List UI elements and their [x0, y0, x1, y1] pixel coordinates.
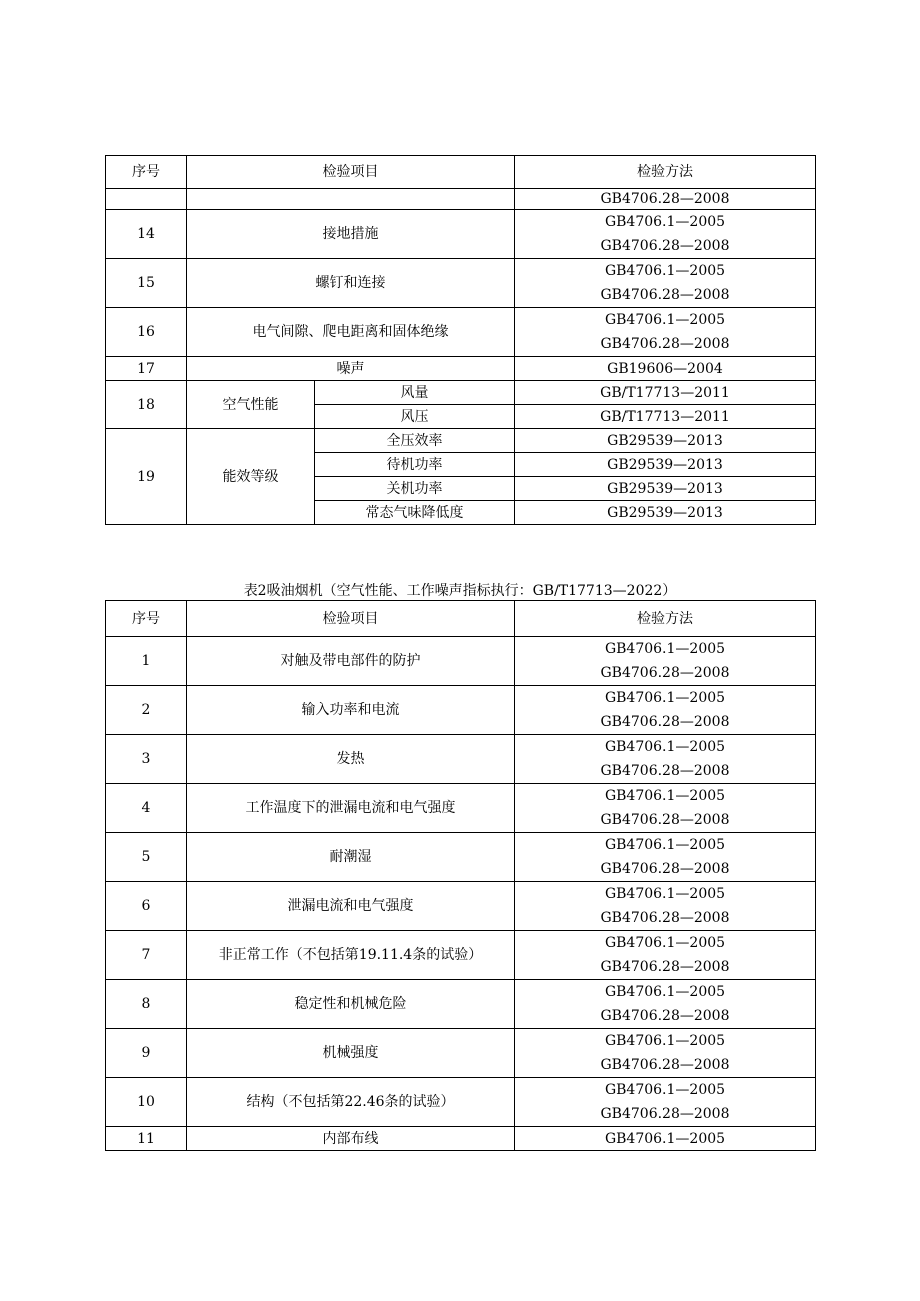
method-line: GB4706.28—2008: [600, 1106, 730, 1122]
cell-item: 泄漏电流和电气强度: [187, 882, 515, 931]
cell-item: 输入功率和电流: [187, 686, 515, 735]
table-row: [106, 1127, 816, 1151]
table-row: [106, 686, 816, 735]
cell-method: [515, 1078, 816, 1127]
cell-subitem: 风量: [315, 381, 515, 405]
cell-method: [515, 210, 816, 259]
method-line: GB4706.1—2005: [604, 788, 726, 804]
cell-method: [515, 833, 816, 882]
table-row: [106, 381, 816, 405]
cell-no: 14: [106, 210, 187, 259]
cell-item: 空气性能: [187, 381, 315, 429]
table-2-caption: 表2吸油烟机（空气性能、工作噪声指标执行：GB/T17713—2022）: [243, 583, 677, 599]
cell-item: 电气间隙、爬电距离和固体绝缘: [187, 308, 515, 357]
method-line: GB4706.28—2008: [600, 910, 730, 926]
cell-item: 对触及带电部件的防护: [187, 637, 515, 686]
cell-no: 18: [106, 381, 187, 429]
cell-method: [515, 784, 816, 833]
cell-item: 稳定性和机械危险: [187, 980, 515, 1029]
method-line: GB4706.1—2005: [604, 641, 726, 657]
cell-no: 6: [106, 882, 187, 931]
cell-item: 螺钉和连接: [187, 259, 515, 308]
table-row: [106, 357, 816, 381]
cell-method: GB29539—2013: [515, 429, 816, 453]
table-row: [106, 735, 816, 784]
cell-method: GB4706.1—2005: [515, 1127, 816, 1151]
cell-method: GB4706.28—2008: [515, 189, 816, 210]
inspection-table-2: [105, 600, 816, 1151]
cell-no: 2: [106, 686, 187, 735]
cell-subitem: 风压: [315, 405, 515, 429]
cell-item: 结构（不包括第22.46条的试验）: [187, 1078, 515, 1127]
cell-method: GB29539—2013: [515, 501, 816, 525]
table-row: [106, 784, 816, 833]
method-line: GB4706.28—2008: [600, 1057, 730, 1073]
table-row: [106, 1029, 816, 1078]
cell-method: [515, 1029, 816, 1078]
cell-method: GB19606—2004: [515, 357, 816, 381]
cell-no: [106, 189, 187, 210]
table-row: [106, 637, 816, 686]
cell-no: 8: [106, 980, 187, 1029]
cell-item: 接地措施: [187, 210, 515, 259]
table-row: [106, 210, 816, 259]
method-line: GB4706.28—2008: [600, 763, 730, 779]
table-row: [106, 931, 816, 980]
cell-method: GB/T17713—2011: [515, 381, 816, 405]
header-no: 序号: [106, 601, 187, 637]
cell-subitem: 待机功率: [315, 453, 515, 477]
method-line: GB4706.28—2008: [600, 959, 730, 975]
cell-method: [515, 637, 816, 686]
table-row: [106, 1078, 816, 1127]
table-row: [106, 429, 816, 453]
cell-no: 5: [106, 833, 187, 882]
cell-method: [515, 686, 816, 735]
method-line: GB4706.1—2005: [604, 1082, 726, 1098]
cell-subitem: 全压效率: [315, 429, 515, 453]
cell-method: [515, 931, 816, 980]
header-item: 检验项目: [187, 156, 515, 189]
cell-no: 19: [106, 429, 187, 525]
header-no: 序号: [106, 156, 187, 189]
table-row: [106, 833, 816, 882]
method-line: GB4706.1—2005: [604, 984, 726, 1000]
method-line: GB4706.28—2008: [600, 714, 730, 730]
header-method: 检验方法: [515, 601, 816, 637]
cell-method: GB29539—2013: [515, 453, 816, 477]
cell-subitem: 关机功率: [315, 477, 515, 501]
table-header-row: [106, 601, 816, 637]
cell-method: [515, 259, 816, 308]
cell-method: GB/T17713—2011: [515, 405, 816, 429]
cell-no: 10: [106, 1078, 187, 1127]
cell-method: [515, 308, 816, 357]
table-row: [106, 189, 816, 210]
cell-item: 耐潮湿: [187, 833, 515, 882]
cell-no: 1: [106, 637, 187, 686]
cell-item: 发热: [187, 735, 515, 784]
method-line: GB4706.1—2005: [604, 1033, 726, 1049]
cell-subitem: 常态气味降低度: [315, 501, 515, 525]
method-line: GB4706.1—2005: [604, 837, 726, 853]
method-line: GB4706.28—2008: [600, 1008, 730, 1024]
cell-item: 噪声: [187, 357, 515, 381]
method-line: GB4706.1—2005: [604, 263, 726, 279]
table-row: [106, 308, 816, 357]
cell-method: GB29539—2013: [515, 477, 816, 501]
cell-item: [187, 189, 515, 210]
cell-item: 内部布线: [187, 1127, 515, 1151]
inspection-table-1: [105, 155, 816, 525]
cell-method: [515, 735, 816, 784]
method-line: GB4706.28—2008: [600, 812, 730, 828]
cell-no: 7: [106, 931, 187, 980]
cell-no: 17: [106, 357, 187, 381]
cell-item: 机械强度: [187, 1029, 515, 1078]
method-line: GB4706.28—2008: [600, 238, 730, 254]
method-line: GB4706.28—2008: [600, 665, 730, 681]
cell-method: [515, 980, 816, 1029]
cell-no: 11: [106, 1127, 187, 1151]
method-line: GB4706.1—2005: [604, 935, 726, 951]
method-line: GB4706.1—2005: [604, 312, 726, 328]
method-line: GB4706.1—2005: [604, 214, 726, 230]
method-line: GB4706.28—2008: [600, 287, 730, 303]
table-row: [106, 882, 816, 931]
table-row: [106, 980, 816, 1029]
cell-no: 3: [106, 735, 187, 784]
cell-no: 9: [106, 1029, 187, 1078]
cell-item: 能效等级: [187, 429, 315, 525]
method-line: GB4706.28—2008: [600, 861, 730, 877]
cell-no: 4: [106, 784, 187, 833]
method-line: GB4706.1—2005: [604, 886, 726, 902]
method-line: GB4706.1—2005: [604, 739, 726, 755]
method-line: GB4706.1—2005: [604, 690, 726, 706]
cell-no: 16: [106, 308, 187, 357]
cell-no: 15: [106, 259, 187, 308]
header-method: 检验方法: [515, 156, 816, 189]
cell-item: 非正常工作（不包括第19.11.4条的试验）: [187, 931, 515, 980]
cell-item: 工作温度下的泄漏电流和电气强度: [187, 784, 515, 833]
table-row: [106, 259, 816, 308]
table-header-row: [106, 156, 816, 189]
method-line: GB4706.28—2008: [600, 336, 730, 352]
cell-method: [515, 882, 816, 931]
header-item: 检验项目: [187, 601, 515, 637]
